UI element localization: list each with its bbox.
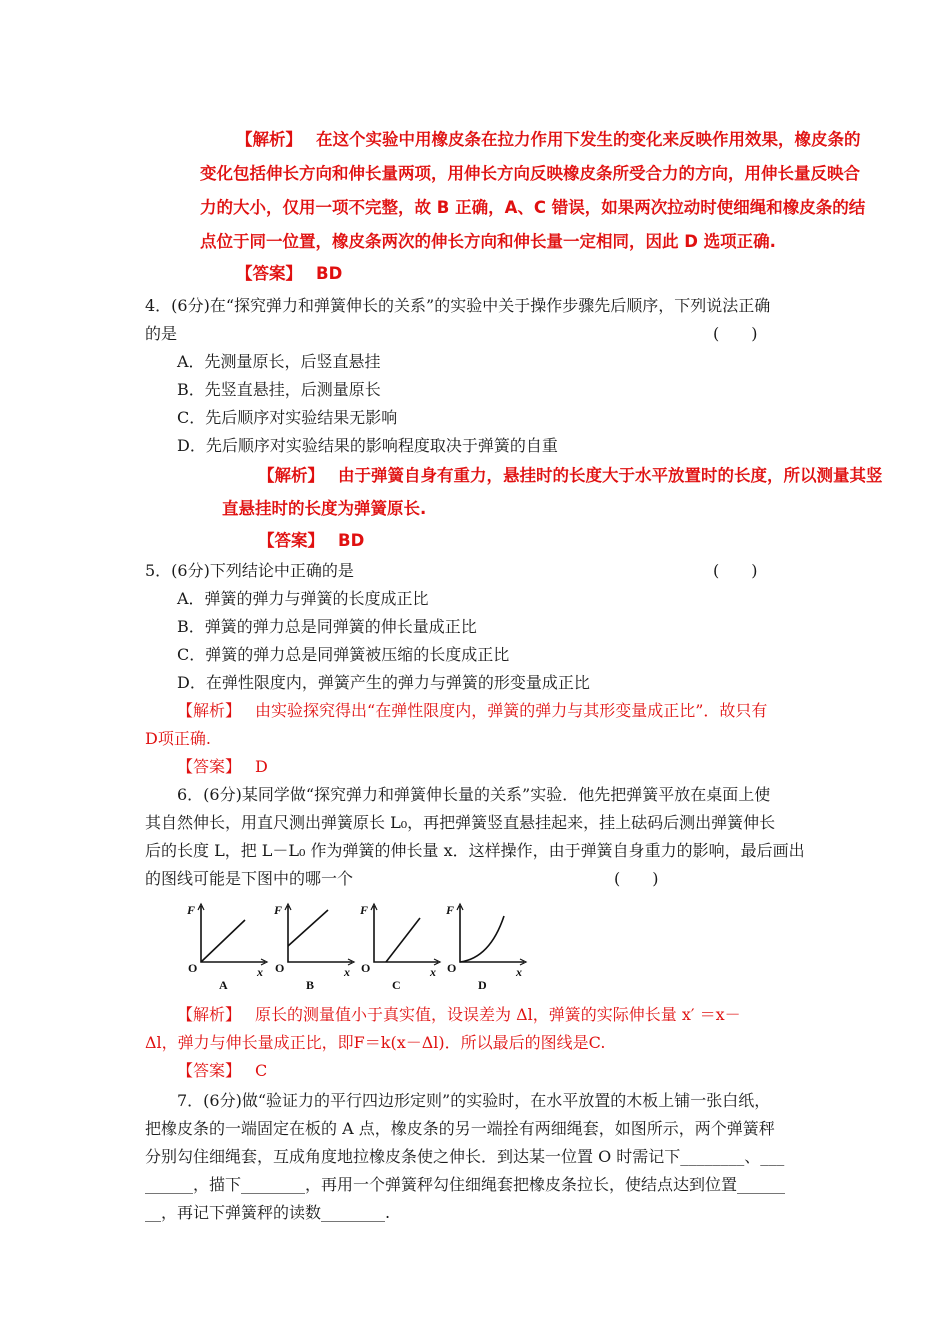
- q4-answer-paren: ( ): [713, 324, 758, 343]
- q6-graph-a: [183, 902, 271, 992]
- q5-analysis-line-2: D项正确.: [145, 729, 211, 748]
- q6-stem-line-1: 6．(6分)某同学做“探究弹力和弹簧伸长量的关系”实验．他先把弹簧平放在桌面上使: [177, 785, 771, 804]
- q6-analysis-line-2: Δl，弹力与伸长量成正比，即F＝k(x－Δl)．所以最后的图线是C.: [145, 1033, 606, 1052]
- q4-answer-tag: 【答案】: [258, 531, 324, 550]
- q6-answer-value: C: [255, 1061, 268, 1080]
- q3-answer: [236, 264, 342, 284]
- q6-graph-d-y-label: F: [446, 903, 455, 917]
- q3-analysis-line-3: 力的大小，仅用一项不完整，故 B 正确，A、C 错误，如果两次拉动时使细绳和橡皮条的结: [200, 198, 866, 217]
- q5-answer: [177, 757, 268, 777]
- q3-analysis-line-2: 变化包括伸长方向和伸长量两项，用伸长方向反映橡皮条所受合力的方向，用伸长量反映合: [200, 164, 860, 183]
- q4-analysis-line-1: 【解析】 由于弹簧自身有重力，悬挂时的长度大于水平放置时的长度，所以测量其竖: [258, 466, 883, 485]
- q6-graph-a-origin: O: [188, 961, 198, 975]
- q6-graph-d-origin: O: [447, 961, 457, 975]
- q5-analysis-tag: 【解析】: [177, 701, 242, 720]
- q3-analysis-line-4: 点位于同一位置，橡皮条两次的伸长方向和伸长量一定相同，因此 D 选项正确.: [200, 232, 776, 251]
- q4-answer: [258, 531, 364, 551]
- q5-option-d: D．在弹性限度内，弹簧产生的弹力与弹簧的形变量成正比: [177, 673, 590, 692]
- q6-graph-c-y-label: F: [360, 903, 369, 917]
- q6-graph-d-label: D: [478, 978, 487, 992]
- q7-stem-line-2: 把橡皮条的一端固定在板的 A 点，橡皮条的另一端拴有两细绳套，如图所示，两个弹簧秤: [145, 1119, 775, 1138]
- q7-stem-line-3: 分别勾住细绳套，互成角度地拉橡皮条使之伸长．到达某一位置 O 时需记下________、___: [145, 1147, 785, 1166]
- q6-graph-b-label: B: [306, 978, 315, 992]
- q5-option-b: B．弹簧的弹力总是同弹簧的伸长量成正比: [177, 617, 477, 636]
- q6-answer-paren: ( ): [614, 869, 659, 888]
- q3-answer-value: BD: [316, 264, 343, 283]
- q5-option-c: C．弹簧的弹力总是同弹簧被压缩的长度成正比: [177, 645, 510, 664]
- q6-graph-a-x-label: x: [257, 965, 263, 979]
- q6-graph-d-curve: [460, 916, 504, 962]
- q6-answer: [177, 1061, 267, 1081]
- q4-option-a: A．先测量原长，后竖直悬挂: [177, 352, 381, 371]
- q4-stem-line-2: 的是: [145, 324, 178, 343]
- q6-graph-c-x-label: x: [430, 965, 436, 979]
- q5-answer-tag: 【答案】: [177, 757, 242, 776]
- q4-analysis-line-2: 直悬挂时的长度为弹簧原长.: [222, 499, 427, 518]
- q6-graph-c: [356, 902, 444, 992]
- q6-stem-line-2: 其自然伸长，用直尺测出弹簧原长 L₀，再把弹簧竖直悬挂起来，挂上砝码后测出弹簧伸长: [145, 813, 776, 832]
- q6-analysis-line-1: 【解析】 原长的测量值小于真实值，设误差为 Δl，弹簧的实际伸长量 x′ ＝x－: [177, 1005, 741, 1024]
- q5-analysis-line-1: 【解析】 由实验探究得出“在弹性限度内，弹簧的弹力与其形变量成正比”．故只有: [177, 701, 768, 720]
- q7-stem-line-1: 7．(6分)做“验证力的平行四边形定则”的实验时，在水平放置的木板上铺一张白纸，: [177, 1091, 771, 1110]
- q4-stem-line-1: 4．(6分)在“探究弹力和弹簧伸长的关系”的实验中关于操作步骤先后顺序，下列说法正确: [145, 296, 771, 315]
- q6-graph-d: [442, 902, 530, 992]
- q6-graph-b-x-label: x: [344, 965, 350, 979]
- q5-stem: 5．(6分)下列结论中正确的是: [145, 561, 354, 580]
- q7-stem-line-4: ______，描下________，再用一个弹簧秤勾住细绳套把橡皮条拉长，使结点达到位置______: [145, 1175, 786, 1194]
- q3-answer-tag: 【答案】: [236, 264, 302, 283]
- q6-analysis-tag: 【解析】: [177, 1005, 242, 1024]
- q6-stem-line-3: 后的长度 L，把 L－L₀ 作为弹簧的伸长量 x．这样操作，由于弹簧自身重力的影响，最后画出: [145, 841, 805, 860]
- q5-answer-value: D: [255, 757, 268, 776]
- q6-graph-a-y-label: F: [187, 903, 196, 917]
- q6-graph-b: [270, 902, 358, 992]
- q7-stem-line-5: __，再记下弹簧秤的读数________.: [145, 1203, 391, 1222]
- q4-answer-value: BD: [338, 531, 365, 550]
- q3-analysis-tag: 【解析】: [236, 130, 302, 149]
- q5-option-a: A．弹簧的弹力与弹簧的长度成正比: [177, 589, 429, 608]
- q6-graph-a-label: A: [219, 978, 228, 992]
- q3-analysis-line-1: 【解析】 在这个实验中用橡皮条在拉力作用下发生的变化来反映作用效果，橡皮条的: [236, 130, 861, 149]
- q4-analysis-tag: 【解析】: [258, 466, 324, 485]
- q4-option-c: C．先后顺序对实验结果无影响: [177, 408, 398, 427]
- q5-answer-paren: ( ): [713, 561, 758, 580]
- q6-graph-b-y-label: F: [274, 903, 283, 917]
- q6-stem-line-4: 的图线可能是下图中的哪一个: [145, 869, 354, 888]
- q6-graph-b-origin: O: [275, 961, 285, 975]
- q6-graph-d-x-label: x: [516, 965, 522, 979]
- q6-answer-tag: 【答案】: [177, 1061, 242, 1080]
- q6-graph-c-label: C: [392, 978, 401, 992]
- q4-option-b: B．先竖直悬挂，后测量原长: [177, 380, 381, 399]
- q6-graph-c-origin: O: [361, 961, 371, 975]
- q4-option-d: D．先后顺序对实验结果的影响程度取决于弹簧的自重: [177, 436, 558, 455]
- q6-graph-b-line: [288, 910, 328, 946]
- q6-graph-a-line: [201, 920, 245, 962]
- q6-graph-c-line: [386, 918, 420, 962]
